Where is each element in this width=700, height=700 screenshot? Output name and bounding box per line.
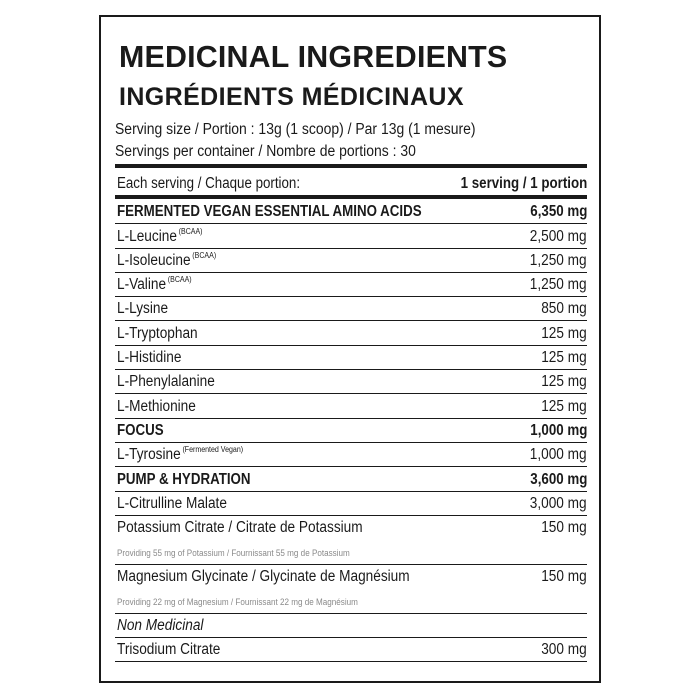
ingredient-row	[115, 345, 587, 370]
ingredient-name: L-Lysine	[117, 300, 169, 318]
ingredient-amount: 3,000 mg	[530, 494, 587, 512]
ingredient-name: Potassium Citrate / Citrate de Potassium	[117, 518, 363, 536]
ingredient-name: L-Histidine	[117, 349, 182, 367]
ingredient-name: FERMENTED VEGAN ESSENTIAL AMINO ACIDS	[117, 203, 422, 221]
ingredient-amount: 125 mg	[541, 324, 587, 342]
ingredient-row	[115, 442, 587, 467]
ingredient-amount: 1,250 mg	[530, 251, 587, 269]
serving-header-row	[115, 168, 587, 195]
ingredient-row	[115, 564, 587, 614]
ingredients-panel	[99, 15, 601, 683]
ingredient-name: L-Phenylalanine	[117, 373, 215, 391]
section-row	[115, 199, 587, 224]
ingredient-name: L-Tryptophan	[117, 324, 198, 342]
ingredient-amount: 1,000 mg	[529, 421, 587, 439]
serving-header-label: Each serving / Chaque portion:	[117, 175, 301, 192]
ingredient-amount: 125 mg	[541, 349, 587, 367]
ingredient-superscript: (Fermented Vegan)	[182, 445, 244, 455]
ingredient-row	[115, 296, 587, 321]
ingredient-amount: 150 mg	[541, 567, 587, 585]
ingredient-row	[115, 637, 587, 662]
ingredient-name: PUMP & HYDRATION	[117, 470, 251, 488]
ingredient-row	[115, 369, 587, 394]
ingredient-name: L-Methionine	[117, 397, 196, 415]
ingredient-name: Non Medicinal	[117, 617, 204, 635]
section-row	[115, 418, 587, 443]
ingredient-superscript: (BCAA)	[167, 275, 192, 285]
ingredient-amount: 1,000 mg	[530, 446, 587, 464]
section-row	[115, 466, 587, 491]
serving-size-text: Serving size / Portion : 13g (1 scoop) / Par 13g (1 mesure)	[115, 121, 476, 138]
ingredient-row	[115, 393, 587, 418]
ingredient-name: L-Citrulline Malate	[117, 494, 227, 512]
ingredient-name: L-Tyrosine $^{(Fermented Vegan)}$	[117, 445, 244, 464]
ingredient-row	[115, 248, 587, 273]
ingredient-superscript: (BCAA)	[178, 226, 203, 236]
ingredient-name: L-Valine $^{(BCAA)}$	[117, 275, 192, 294]
ingredient-amount: 3,600 mg	[529, 470, 587, 488]
ingredient-amount: 300 mg	[541, 641, 587, 659]
ingredient-row	[115, 272, 587, 297]
ingredient-name: Magnesium Glycinate / Glycinate de Magnésium	[117, 567, 410, 585]
title-english: MEDICINAL INGREDIENTS	[119, 39, 508, 74]
ingredient-row	[115, 491, 587, 516]
ingredient-amount: 1,250 mg	[530, 276, 587, 294]
title-french: INGRÉDIENTS MÉDICINAUX	[119, 83, 464, 111]
ingredient-name: FOCUS	[117, 421, 164, 439]
ingredient-row	[115, 515, 587, 565]
ingredient-amount: 6,350 mg	[529, 203, 587, 221]
panel-content	[115, 17, 587, 681]
ingredient-name: L-Isoleucine $^{(BCAA)}$	[117, 250, 217, 269]
ingredient-name: Trisodium Citrate	[117, 641, 221, 659]
serving-header-value: 1 serving / 1 portion	[460, 175, 587, 192]
ingredient-note: Providing 22 mg of Magnesium / Fournissant 22 mg de Magnésium	[117, 596, 358, 607]
servings-per-container-text: Servings per container / Nombre de portions : 30	[115, 143, 416, 160]
ingredient-amount: 125 mg	[541, 397, 587, 415]
ingredient-amount: 2,500 mg	[530, 227, 587, 245]
ingredient-superscript: (BCAA)	[192, 250, 217, 260]
ingredient-row	[115, 321, 587, 346]
ingredient-amount: 125 mg	[541, 373, 587, 391]
ingredient-name: L-Leucine $^{(BCAA)}$	[117, 226, 203, 245]
ingredient-row	[115, 613, 587, 638]
ingredient-amount: 150 mg	[541, 518, 587, 536]
ingredient-row	[115, 223, 587, 248]
ingredient-amount: 850 mg	[541, 300, 587, 318]
ingredient-note: Providing 55 mg of Potassium / Fournissant 55 mg de Potassium	[117, 547, 350, 558]
